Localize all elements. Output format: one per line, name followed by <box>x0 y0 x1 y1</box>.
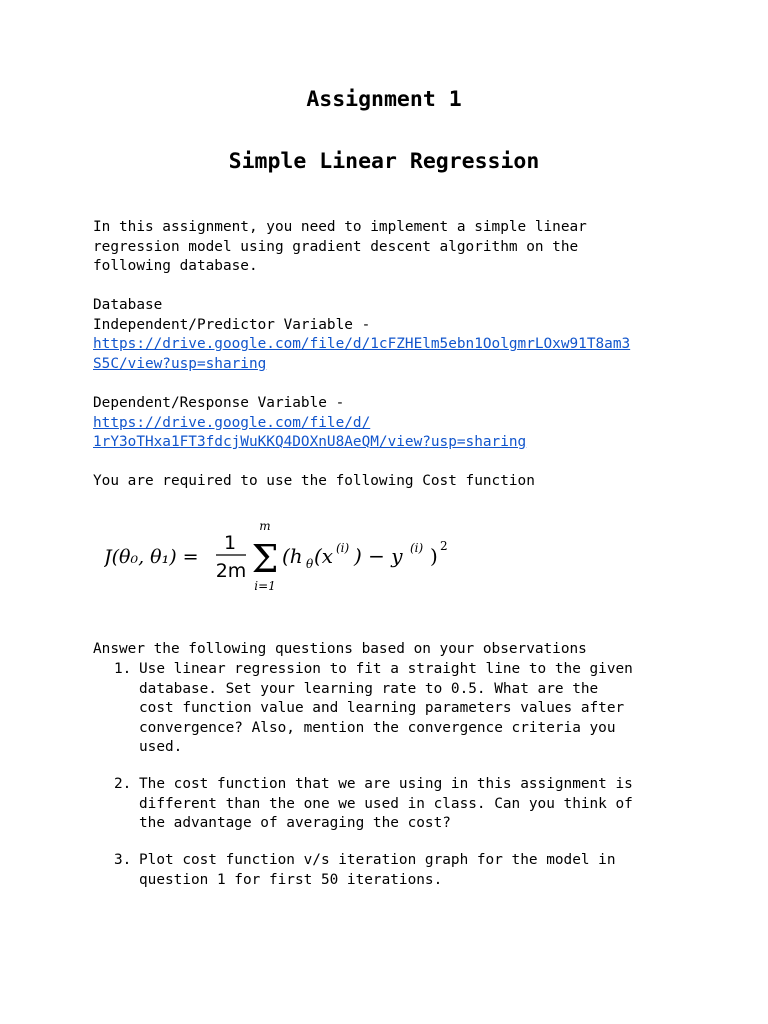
formula-theta-subscript: θ <box>306 557 314 571</box>
intro-line-3: following database. <box>93 258 258 275</box>
intro-line-2: regression model using gradient descent algorithm on the <box>93 238 579 255</box>
intro-line-1: In this assignment, you need to implement a simple linear <box>93 219 587 235</box>
dependent-variable-link-line-1[interactable] <box>93 414 370 434</box>
question-line: Plot cost function v/s iteration graph for the model in <box>139 852 616 868</box>
dependent-variable-link-cont[interactable]: 1rY3oTHxa1FT3fdcjWuKKQ4DOXnU8AeQM/view?usp=sharing <box>93 434 527 451</box>
formula-fraction-denominator: 2m <box>215 560 247 582</box>
formula-sum-lower: i=1 <box>254 579 276 593</box>
document-subtitle: Simple Linear Regression <box>228 149 540 174</box>
formula-lhs: J(θ₀, θ₁) = <box>104 546 199 568</box>
question-number: 2. <box>114 776 132 792</box>
question-line: the advantage of averaging the cost? <box>139 815 451 832</box>
formula-sigma: Σ <box>251 537 279 581</box>
independent-variable-link-line-2[interactable] <box>93 355 266 375</box>
question-line: used. <box>139 739 183 756</box>
document-title: Assignment 1 <box>306 87 462 112</box>
database-heading: Database <box>93 297 163 313</box>
formula-x: (x <box>314 544 334 568</box>
cost-function-intro: You are required to use the following Cost function <box>93 473 535 490</box>
question-line: Use linear regression to fit a straight line to the given <box>139 661 633 677</box>
question-line: The cost function that we are using in this assignment is <box>139 776 633 792</box>
formula-close-paren: ) <box>430 544 438 568</box>
independent-variable-link-line-1[interactable] <box>93 335 630 355</box>
independent-variable-link[interactable]: https://drive.google.com/file/d/1cFZHElm5ebn1OolgmrLOxw91T8am3 <box>93 336 631 353</box>
formula-hypothesis: (h <box>282 544 303 568</box>
question-line: different than the one we used in class. Can you think of <box>139 795 633 812</box>
formula-fraction-numerator: 1 <box>223 532 237 554</box>
formula-x-superscript: (i) <box>336 541 350 555</box>
cost-function-formula <box>104 516 464 600</box>
question-number: 1. <box>114 661 132 677</box>
question-line: question 1 for first 50 iterations. <box>139 871 443 888</box>
dependent-variable-link[interactable]: https://drive.google.com/file/d/ <box>93 414 371 431</box>
formula-square: 2 <box>440 539 448 553</box>
question-line: cost function value and learning parameters values after <box>139 700 625 717</box>
formula-y-superscript: (i) <box>410 541 424 555</box>
independent-variable-label: Independent/Predictor Variable - <box>93 316 371 333</box>
independent-variable-link-cont[interactable]: S5C/view?usp=sharing <box>93 355 267 372</box>
formula-minus-y: ) − y <box>354 544 403 568</box>
questions-intro: Answer the following questions based on your observations <box>93 641 587 657</box>
question-line: database. Set your learning rate to 0.5. What are the <box>139 680 599 697</box>
dependent-variable-link-line-2[interactable] <box>93 433 526 453</box>
question-number: 3. <box>114 852 132 868</box>
formula-sum-upper: m <box>259 519 271 533</box>
question-line: convergence? Also, mention the convergence criteria you <box>139 719 616 736</box>
dependent-variable-label: Dependent/Response Variable - <box>93 395 345 411</box>
